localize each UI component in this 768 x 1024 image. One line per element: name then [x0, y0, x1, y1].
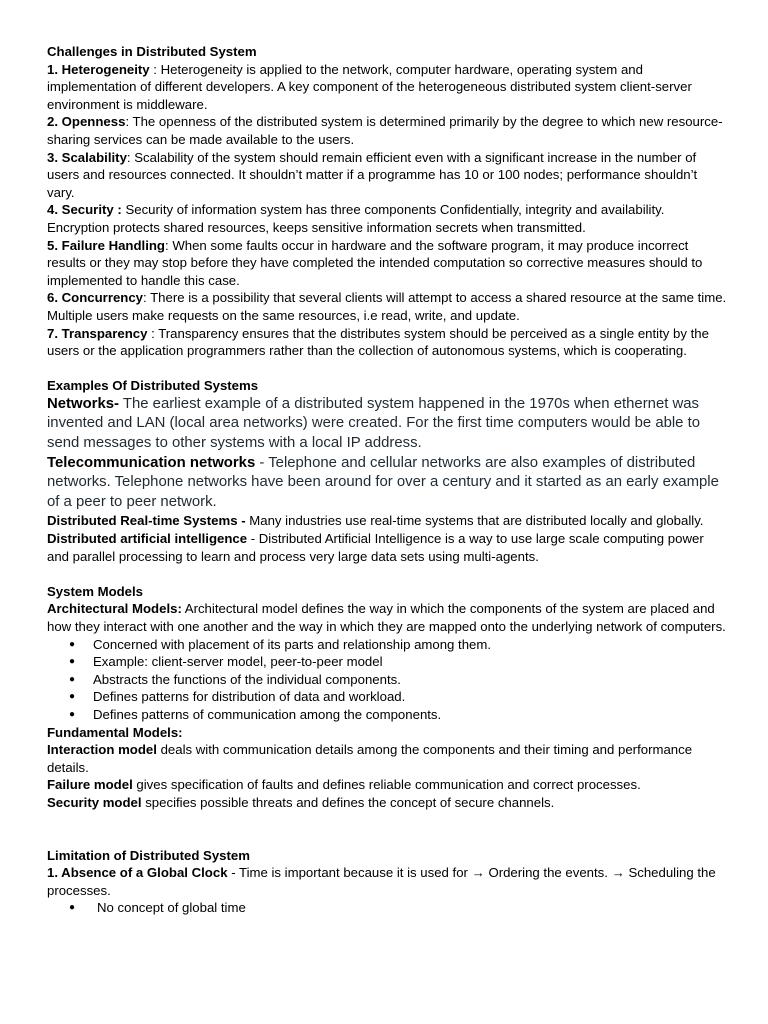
model-text: deals with communication details among the components and their timing and performance details. [47, 742, 693, 775]
example-text: Many industries use real-time systems that are distributed locally and globally. [245, 513, 704, 529]
challenge-text: Security of information system has three components Confidentially, integrity and availability. Encryption protects shared resources, keeps sensitive information secrets when transmitted. [47, 202, 665, 235]
example-term: Networks- [47, 395, 119, 412]
challenge-item [47, 237, 727, 290]
separator: : [126, 149, 135, 165]
list-item: ● Concerned with placement of its parts and relationship among them. [47, 636, 727, 654]
example-ai [47, 530, 727, 565]
limitation-clock [47, 864, 727, 899]
challenge-text: When some faults occur in hardware and the software program, it may produce incorrect results or they may stop before they have completed the intended computation so corrective measures should to implemented to handle this case. [47, 237, 703, 288]
limitation-text: - Time is important because it is used for → Ordering the events. → Scheduling the processes. [47, 865, 716, 898]
list-item: ● No concept of global time [47, 899, 727, 917]
separator: : [125, 114, 133, 130]
challenge-term: 7. Transparency [47, 325, 148, 341]
example-realtime [47, 512, 727, 530]
limitations-heading: Limitation of Distributed System [47, 847, 250, 863]
example-term: Distributed artificial intelligence [47, 531, 248, 547]
limitation-term: 1. Absence of a Global Clock [47, 865, 228, 881]
challenge-item [47, 325, 727, 360]
spacer [47, 360, 727, 378]
architectural-bullets [47, 636, 727, 724]
list-item: ● Example: client-server model, peer-to-peer model [47, 653, 727, 671]
challenge-text: Transparency ensures that the distributes system should be perceived as a single entity by the users or the application programmers rather than the collection of autonomous systems, which is cooperating. [47, 325, 709, 359]
separator: : [164, 237, 173, 253]
challenges-list [47, 61, 727, 360]
challenge-item [47, 201, 727, 236]
examples-heading: Examples Of Distributed Systems [47, 378, 259, 394]
separator: : [147, 325, 159, 341]
interaction-model [47, 741, 727, 776]
example-term: Distributed Real-time Systems - [47, 513, 246, 529]
challenge-text: Heterogeneity is applied to the network, computer hardware, operating system and implementation of different developers. A key component of the heterogeneous distributed system client-server environment is middleware. [47, 61, 692, 112]
example-text: The earliest example of a distributed system happened in the 1970s when ethernet was invented and LAN (local area networks) were created. For the first time computers would be able to send messages to other systems with a local IP address. [47, 395, 701, 452]
failure-model [47, 776, 727, 794]
spacer [47, 812, 727, 847]
challenges-heading: Challenges in Distributed System [47, 44, 257, 59]
model-term: Failure model [47, 777, 133, 793]
model-text: specifies possible threats and defines the concept of secure channels. [141, 794, 555, 810]
example-text: - Distributed Artificial Intelligence is a way to use large scale computing power and parallel processing to learn and process very large data sets using multi-agents. [47, 531, 704, 564]
models-heading: System Models [47, 583, 144, 599]
example-networks [47, 395, 727, 454]
architectural-models [47, 600, 727, 635]
challenge-term: 2. Openness [47, 114, 126, 130]
model-term: Interaction model [47, 742, 157, 758]
list-item: ● Abstracts the functions of the individual components. [47, 671, 727, 689]
challenge-text: The openness of the distributed system is determined primarily by the degree to which new resource-sharing services can be made available to the users. [47, 114, 723, 147]
challenge-term: 3. Scalability [47, 149, 127, 165]
fundamental-models-heading: Fundamental Models: [47, 724, 183, 740]
challenge-term: 1. Heterogeneity [47, 61, 150, 77]
model-text: Architectural model defines the way in which the components of the system are placed and how they interact with one another and the way in which they are mapped onto the underlying network of computers. [47, 601, 726, 634]
example-telecom [47, 454, 727, 513]
list-item: ● Defines patterns for distribution of data and workload. [47, 688, 727, 706]
challenge-term: 4. Security : [47, 202, 122, 218]
challenge-item [47, 61, 727, 114]
challenge-term: 5. Failure Handling [47, 237, 165, 253]
challenge-item [47, 289, 727, 324]
example-term: Telecommunication networks [47, 454, 256, 471]
list-item: ● Defines patterns of communication among the components. [47, 706, 727, 724]
challenge-item [47, 113, 727, 148]
security-model [47, 794, 727, 812]
model-term: Security model [47, 794, 142, 810]
example-text: - Telephone and cellular networks are also examples of distributed networks. Telephone networks have been around for over a century and it started as an early example of a peer to peer network. [47, 454, 719, 510]
limitation-bullets [47, 899, 727, 917]
challenge-item [47, 149, 727, 202]
challenge-text: There is a possibility that several clients will attempt to access a shared resource at the same time. Multiple users make requests on the same resources, i.e read, write, and update. [47, 290, 727, 323]
separator: : [149, 61, 161, 77]
challenge-text: Scalability of the system should remain efficient even with a significant increase in the number of users and resources connected. It shouldn’t matter if a programme has 10 or 100 nodes; performance shouldn’t vary. [47, 149, 698, 200]
model-text: gives specification of faults and defines reliable communication and correct processes. [132, 777, 641, 793]
challenge-term: 6. Concurrency [47, 290, 144, 306]
spacer [47, 565, 727, 583]
separator: : [143, 290, 151, 306]
model-term: Architectural Models: [47, 601, 182, 617]
document-page [47, 43, 727, 917]
